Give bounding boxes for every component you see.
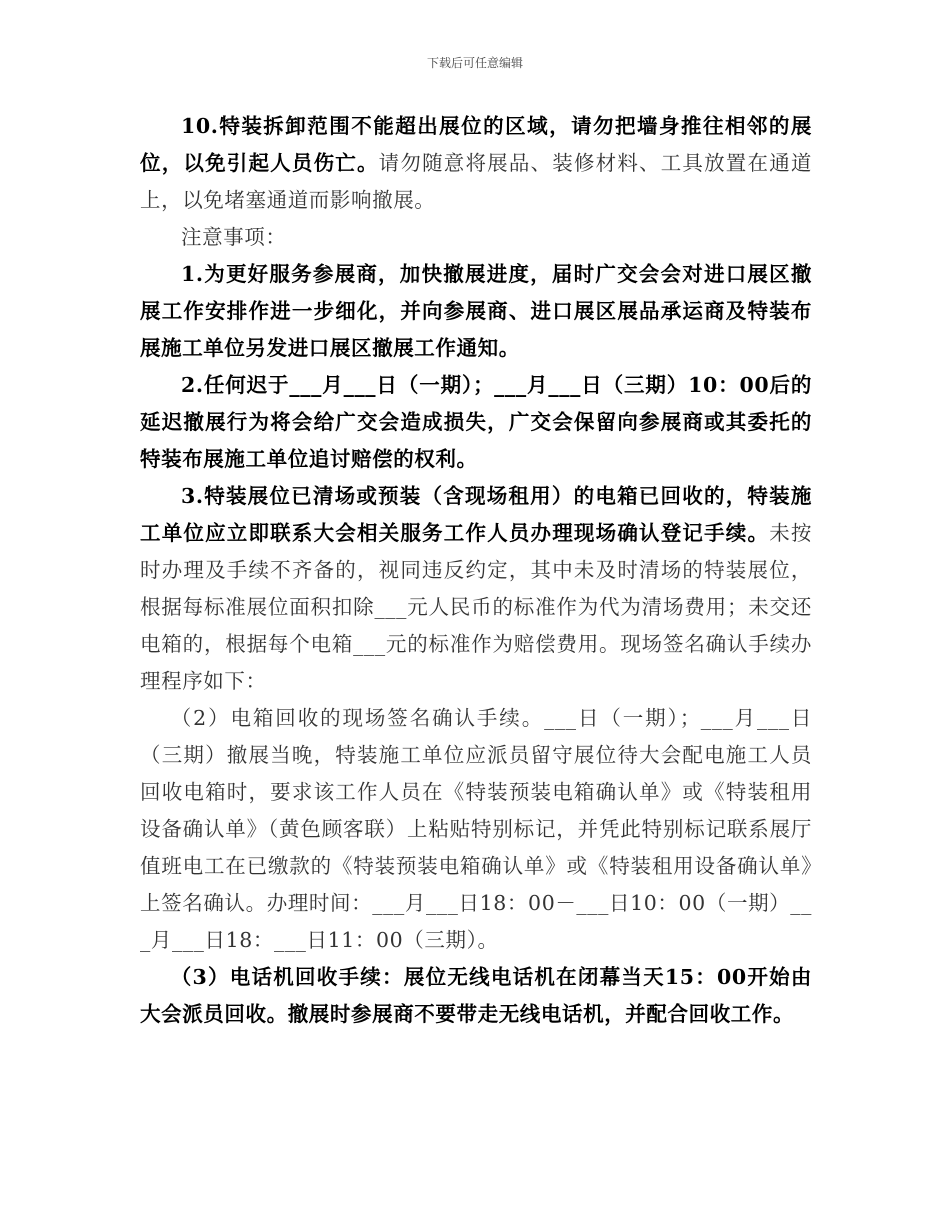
notice-heading <box>140 219 812 256</box>
notice-item-3 <box>140 478 812 700</box>
paragraph-bold-text: 2.任何迟于___月___日（一期）；___月___日（三期）10：00后的延迟撤展行为将会给广交会造成损失，广交会保留向参展商或其委托的特装布展施工单位追讨赔偿的权利。 <box>140 373 812 471</box>
document-body <box>140 108 812 1033</box>
notice-item-1 <box>140 256 812 367</box>
paragraph-bold-text: 10.特装拆卸范围不能超出展位的区域，请勿把墙身推往相邻的展位，以免引起人员伤亡。 <box>140 114 812 175</box>
notice-heading-text: 注意事项： <box>181 225 287 249</box>
paragraph-normal-text: 未按时办理及手续不齐备的，视同违反约定，其中未及时清场的特装展位，根据每标准展位面积扣除___元人民币的标准作为代为清场费用；未交还电箱的，根据每个电箱___元的标准作为赔偿费用。现场签名确认手续办理程序如下： <box>140 521 812 693</box>
page-header: 下载后可任意编辑 <box>426 56 523 70</box>
notice-subitem-3 <box>140 959 812 1033</box>
paragraph-bold-text: （3）电话机回收手续：展位无线电话机在闭幕当天15：00开始由大会派员回收。撤展时参展商不要带走无线电话机，并配合回收工作。 <box>140 965 812 1026</box>
paragraph-item-10 <box>140 108 812 219</box>
notice-subitem-2 <box>140 700 812 959</box>
notice-item-2 <box>140 367 812 478</box>
paragraph-bold-text: 1.为更好服务参展商，加快撤展进度，届时广交会会对进口展区撤展工作安排作进一步细化，并向参展商、进口展区展品承运商及特装布展施工单位另发进口展区撤展工作通知。 <box>140 262 812 360</box>
paragraph-bold-text: 3.特装展位已清场或预装（含现场租用）的电箱已回收的，特装施工单位应立即联系大会相关服务工作人员办理现场确认登记手续。 <box>140 484 812 545</box>
paragraph-normal-text: （2）电箱回收的现场签名确认手续。___日（一期）；___月___日（三期）撤展当晚，特装施工单位应派员留守展位待大会配电施工人员回收电箱时，要求该工作人员在《特装预装电箱确认单》或《特装租用设备确认单》（黄色顾客联）上粘贴特别标记，并凭此特别标记联系展厅值班电工在已缴款的《特装预装电箱确认单》或《特装租用设备确认单》上签名确认。办理时间：___月___日18：00－___日10：00（一期）___月___日18：___日11：00（三期）。 <box>140 706 812 952</box>
paragraph-normal-text: 请勿随意将展品、装修材料、工具放置在通道上，以免堵塞通道而影响撤展。 <box>140 151 813 212</box>
